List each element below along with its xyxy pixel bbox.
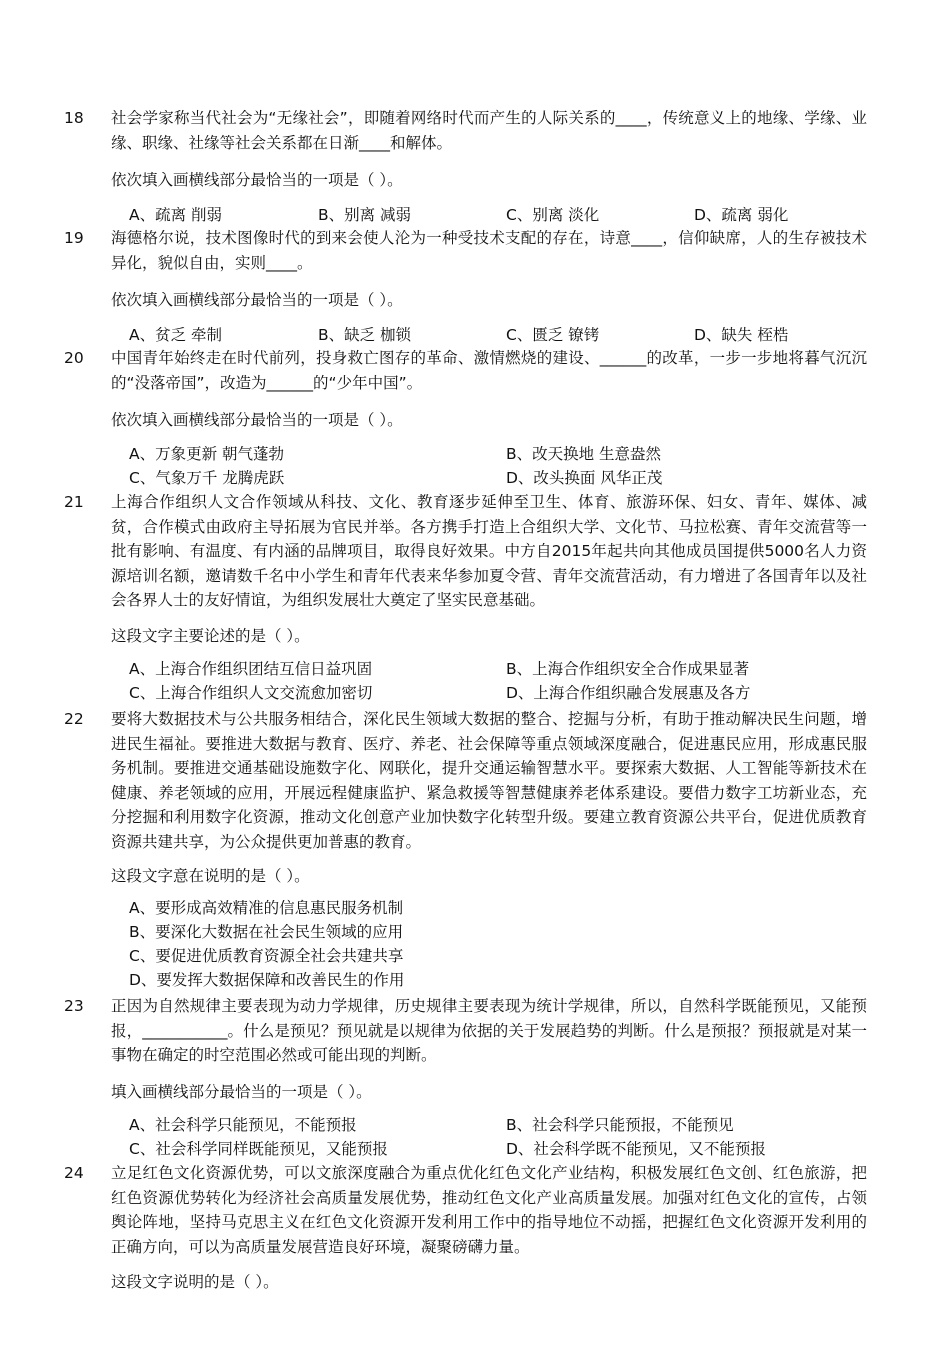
option-c[interactable]: C、要促进优质教育资源全社会共建共享 [129, 947, 404, 965]
question-number: 19 [64, 229, 84, 247]
option-d[interactable]: D、要发挥大数据保障和改善民生的作用 [129, 971, 405, 989]
question-prompt: 依次填入画横线部分最恰当的一项是（ ）。 [111, 171, 403, 189]
question-number: 20 [64, 349, 84, 367]
question-number: 24 [64, 1164, 84, 1182]
option-a[interactable]: A、万象更新 朝气蓬勃 [129, 445, 285, 463]
question-prompt: 填入画横线部分最恰当的一项是（ ）。 [111, 1083, 372, 1101]
option-a[interactable]: A、疏离 削弱 [129, 206, 223, 224]
option-a[interactable]: A、要形成高效精准的信息惠民服务机制 [129, 899, 404, 917]
question-prompt: 依次填入画横线部分最恰当的一项是（ ）。 [111, 291, 403, 309]
question-stem: 上海合作组织人文合作领域从科技、文化、教育逐步延伸至卫生、体育、旅游环保、妇女、青年、媒体、减贫，合作模式由政府主导拓展为官民并举。各方携手打造上合组织大学、文化节、马拉松赛、青年交流营等一批有影响、有温度、有内涵的品牌项目，取得良好效果。中方自2015年起共向其他成员国提供5000名人力资源培训名额，邀请数千名中小学生和青年代表来华参加夏令营、青年交流营活动，有力增进了各国青年以及社会各界人士的友好情谊，为组织发展壮大奠定了坚实民意基础。 [111, 493, 867, 609]
option-b[interactable]: B、社会科学只能预报，不能预见 [506, 1116, 734, 1134]
option-b[interactable]: B、别离 减弱 [318, 206, 412, 224]
question-number: 22 [64, 710, 84, 728]
question-stem: 海德格尔说，技术图像时代的到来会使人沦为一种受技术支配的存在，诗意____，信仰缺席，人的生存被技术异化，貌似自由，实则____。 [111, 229, 867, 272]
option-d[interactable]: D、改头换面 风华正茂 [506, 469, 663, 487]
option-d[interactable]: D、疏离 弱化 [694, 206, 789, 224]
question-stem: 中国青年始终走在时代前列，投身救亡图存的革命、激情燃烧的建设、______的改革，一步一步地将暮气沉沉的“没落帝国”，改造为______的“少年中国”。 [111, 349, 867, 392]
question-stem: 正因为自然规律主要表现为动力学规律，历史规律主要表现为统计学规律，所以，自然科学既能预见，又能预报，___________。什么是预见？预见就是以规律为依据的关于发展趋势的判断。什么是预报？预报就是对某一事物在确定的时空范围必然或可能出现的判断。 [111, 997, 867, 1064]
question-number: 18 [64, 109, 84, 127]
question-prompt: 依次填入画横线部分最恰当的一项是（ ）。 [111, 411, 403, 429]
question-prompt: 这段文字意在说明的是（ ）。 [111, 867, 310, 885]
option-c[interactable]: C、上海合作组织人文交流愈加密切 [129, 684, 373, 702]
option-b[interactable]: B、缺乏 枷锁 [318, 326, 412, 344]
option-c[interactable]: C、气象万千 龙腾虎跃 [129, 469, 285, 487]
question-prompt: 这段文字说明的是（ ）。 [111, 1273, 279, 1291]
question-number: 23 [64, 997, 84, 1015]
option-a[interactable]: A、社会科学只能预见，不能预报 [129, 1116, 357, 1134]
question-number: 21 [64, 493, 84, 511]
option-a[interactable]: A、上海合作组织团结互信日益巩固 [129, 660, 373, 678]
option-a[interactable]: A、贫乏 牵制 [129, 326, 223, 344]
question-stem: 立足红色文化资源优势，可以文旅深度融合为重点优化红色文化产业结构，积极发展红色文创、红色旅游，把红色资源优势转化为经济社会高质量发展优势，推动红色文化产业高质量发展。加强对红色文化的宣传，占领舆论阵地，坚持马克思主义在红色文化资源开发利用工作中的指导地位不动摇，把握红色文化资源开发利用的正确方向，可以为高质量发展营造良好环境，凝聚磅礴力量。 [111, 1164, 867, 1256]
option-c[interactable]: C、社会科学同样既能预见，又能预报 [129, 1140, 388, 1158]
option-c[interactable]: C、匮乏 镣铐 [506, 326, 600, 344]
option-b[interactable]: B、要深化大数据在社会民生领域的应用 [129, 923, 404, 941]
option-d[interactable]: D、上海合作组织融合发展惠及各方 [506, 684, 751, 702]
option-c[interactable]: C、别离 淡化 [506, 206, 600, 224]
question-prompt: 这段文字主要论述的是（ ）。 [111, 627, 310, 645]
question-stem: 社会学家称当代社会为“无缘社会”，即随着网络时代而产生的人际关系的____，传统意义上的地缘、学缘、业缘、职缘、社缘等社会关系都在日渐____和解体。 [111, 109, 867, 152]
option-b[interactable]: B、上海合作组织安全合作成果显著 [506, 660, 750, 678]
option-b[interactable]: B、改天换地 生意盎然 [506, 445, 662, 463]
option-d[interactable]: D、缺失 桎梏 [694, 326, 789, 344]
option-d[interactable]: D、社会科学既不能预见，又不能预报 [506, 1140, 766, 1158]
question-stem: 要将大数据技术与公共服务相结合，深化民生领域大数据的整合、挖掘与分析，有助于推动解决民生问题，增进民生福祉。要推进大数据与教育、医疗、养老、社会保障等重点领域深度融合，促进惠民应用，形成惠民服务机制。要推进交通基础设施数字化、网联化，提升交通运输智慧水平。要探索大数据、人工智能等新技术在健康、养老领域的应用，开展远程健康监护、紧急救援等智慧健康养老体系建设。要借力数字工坊新业态，充分挖掘和利用数字化资源，推动文化创意产业加快数字化转型升级。要建立教育资源公共平台，促进优质教育资源共建共享，为公众提供更加普惠的教育。 [111, 710, 867, 851]
